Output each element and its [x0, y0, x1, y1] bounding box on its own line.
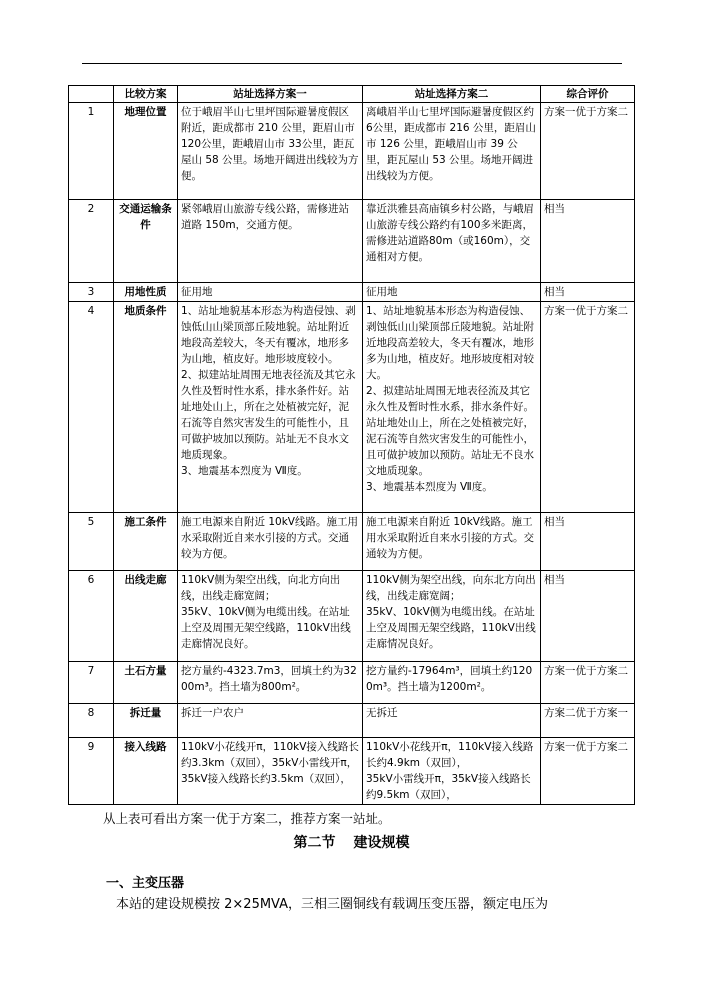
plan-two-cell: 靠近洪雅县高庙镇乡村公路，与峨眉山旅游专线公路约有100多米距离，需修进站道路80m（或160m），交通相对方便。 — [363, 200, 541, 283]
row-item: 用地性质 — [114, 283, 178, 302]
evaluation-cell: 方案一优于方案二 — [541, 738, 635, 805]
evaluation-cell: 方案二优于方案一 — [541, 704, 635, 738]
row-item: 拆迁量 — [114, 704, 178, 738]
row-item: 地质条件 — [114, 302, 178, 513]
header-cell-plan-one: 站址选择方案一 — [178, 86, 363, 103]
table-header-row — [69, 86, 635, 103]
header-cell-plan-two: 站址选择方案二 — [363, 86, 541, 103]
row-item: 接入线路 — [114, 738, 178, 805]
row-item: 出线走廊 — [114, 571, 178, 662]
plan-one-cell: 110kV小花线开π，110kV接入线路长约3.3km（双回），35kV小雷线开π，35kV接入线路长约3.5km（双回）， — [178, 738, 363, 805]
table-row — [69, 302, 635, 513]
row-number: 7 — [69, 662, 114, 704]
row-number: 2 — [69, 200, 114, 283]
subsection-heading: 一、主变压器 — [106, 876, 185, 891]
header-cell-evaluation: 综合评价 — [541, 86, 635, 103]
header-rule — [82, 63, 622, 64]
conclusion-text: 从上表可看出方案一优于方案二，推荐方案一站址。 — [103, 811, 391, 826]
plan-one-cell: 征用地 — [178, 283, 363, 302]
row-item: 交通运输条件 — [114, 200, 178, 283]
plan-two-cell: 无拆迁 — [363, 704, 541, 738]
evaluation-cell: 方案一优于方案二 — [541, 302, 635, 513]
table-row — [69, 103, 635, 200]
plan-one-cell: 挖方量约-4323.7m3，回填土约为3200m³。挡土墙为800m²。 — [178, 662, 363, 704]
table-row — [69, 513, 635, 571]
body-paragraph: 本站的建设规模按 2×25MVA，三相三圈铜线有载调压变压器，额定电压为 — [116, 897, 549, 912]
row-number: 5 — [69, 513, 114, 571]
section-number: 第二节 — [293, 835, 336, 851]
row-item: 施工条件 — [114, 513, 178, 571]
row-item: 地理位置 — [114, 103, 178, 200]
plan-one-cell: 110kV侧为架空出线，向北方向出线，出线走廊宽阔； 35kV、10kV侧为电缆出线。在站址上空及周围无架空线路，110kV出线走廊情况良好。 — [178, 571, 363, 662]
table-row — [69, 200, 635, 283]
plan-one-cell: 紧邻峨眉山旅游专线公路，需修进站道路 150m，交通方便。 — [178, 200, 363, 283]
plan-two-cell: 110kV侧为架空出线，向东北方向出线，出线走廊宽阔； 35kV、10kV侧为电缆出线。在站址上空及周围无架空线路，110kV出线走廊情况良好。 — [363, 571, 541, 662]
plan-two-cell: 1、站址地貌基本形态为构造侵蚀、剥蚀低山山梁顶部丘陵地貌。站址附近地段高差较大，冬天有覆冰，地形多为山地，植皮好。地形坡度相对较大。 2、拟建站址周围无地表径流及其它永久性及暂时性水系，排水条件好。站址地处山上，所在之处植被完好，泥石流等自然灾害发生的可能性小，且可做护坡加以预防。站址无不良水文地质现象。 3、地震基本烈度为 Ⅶ度。 — [363, 302, 541, 513]
plan-one-cell: 拆迁一户农户 — [178, 704, 363, 738]
table-row — [69, 571, 635, 662]
plan-two-cell: 施工电源来自附近 10kV线路。施工用水采取附近自来水引接的方式。交通较为方便。 — [363, 513, 541, 571]
evaluation-cell: 相当 — [541, 571, 635, 662]
section-name: 建设规模 — [353, 835, 410, 851]
evaluation-cell: 方案一优于方案二 — [541, 103, 635, 200]
plan-two-cell: 征用地 — [363, 283, 541, 302]
comparison-table — [68, 85, 635, 805]
table-row — [69, 738, 635, 805]
row-number: 6 — [69, 571, 114, 662]
row-number: 3 — [69, 283, 114, 302]
plan-two-cell: 110kV小花线开π，110kV接入线路长约4.9km（双回）， 35kV小雷线开π，35kV接入线路长约9.5km（双回）， — [363, 738, 541, 805]
plan-two-cell: 离峨眉半山七里坪国际避暑度假区约6公里，距成都市 216 公里，距眉山市 126 公里，距峨眉山市 39 公里，距瓦屋山 53 公里。场地开阔进出线较为方便。 — [363, 103, 541, 200]
row-item: 土石方量 — [114, 662, 178, 704]
evaluation-cell: 相当 — [541, 513, 635, 571]
plan-one-cell: 1、站址地貌基本形态为构造侵蚀、剥蚀低山山梁顶部丘陵地貌。站址附近地段高差较大，冬天有覆冰，地形多为山地，植皮好。地形坡度较小。 2、拟建站址周围无地表径流及其它永久性及暂时性水系，排水条件好。站址地处山上，所在之处植被完好，泥石流等自然灾害发生的可能性小，且可做护坡加以预防。站址无不良水文地质现象。 3、地震基本烈度为 Ⅶ度。 — [178, 302, 363, 513]
header-cell-blank — [69, 86, 114, 103]
plan-one-cell: 位于峨眉半山七里坪国际避暑度假区附近，距成都市 210 公里，距眉山市 120公里，距峨眉山市 33公里，距瓦屋山 58 公里。场地开阔进出线较为方便。 — [178, 103, 363, 200]
row-number: 8 — [69, 704, 114, 738]
plan-one-cell: 施工电源来自附近 10kV线路。施工用水采取附近自来水引接的方式。交通较为方便。 — [178, 513, 363, 571]
table-row — [69, 283, 635, 302]
row-number: 1 — [69, 103, 114, 200]
row-number: 4 — [69, 302, 114, 513]
evaluation-cell: 相当 — [541, 283, 635, 302]
header-cell-compare: 比较方案 — [114, 86, 178, 103]
section-title — [0, 832, 703, 852]
plan-two-cell: 挖方量约-17964m³，回填土约1200m³。挡土墙为1200m²。 — [363, 662, 541, 704]
evaluation-cell: 相当 — [541, 200, 635, 283]
table-row — [69, 662, 635, 704]
row-number: 9 — [69, 738, 114, 805]
evaluation-cell: 方案一优于方案二 — [541, 662, 635, 704]
table-row — [69, 704, 635, 738]
